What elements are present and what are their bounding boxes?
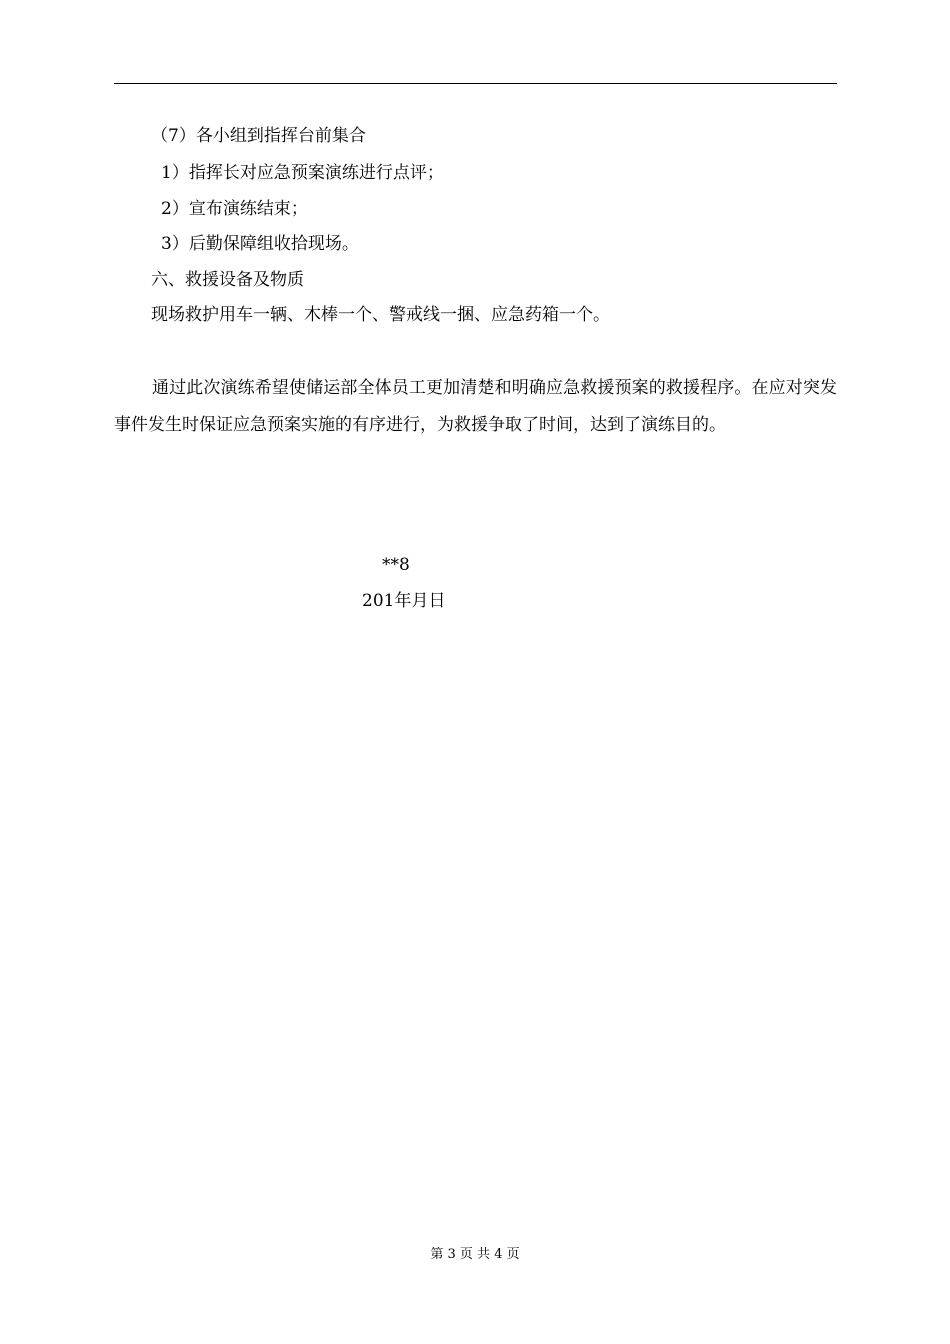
section-6-heading: 六、救援设备及物质 [151,270,304,290]
substep-2: 2）宣布演练结束； [161,199,308,219]
page-footer: 第 3 页 共 4 页 [430,1247,520,1262]
substep-1: 1）指挥长对应急预案演练进行点评； [161,163,444,183]
signature-date: 201年月日 [362,591,446,611]
signature: **8 [382,555,410,575]
header-rule [114,83,837,84]
conclusion-paragraph: 通过此次演练希望使储运部全体员工更加清楚和明确应急救援预案的救援程序。在应对突发事件发生时保证应急预案实施的有序进行，为救援争取了时间，达到了演练目的。 [114,378,837,435]
step-7-heading: （7）各小组到指挥台前集合 [151,126,366,146]
equipment-list: 现场救护用车一辆、木棒一个、警戒线一捆、应急药箱一个。 [151,305,610,325]
substep-3: 3）后勤保障组收拾现场。 [161,234,359,254]
